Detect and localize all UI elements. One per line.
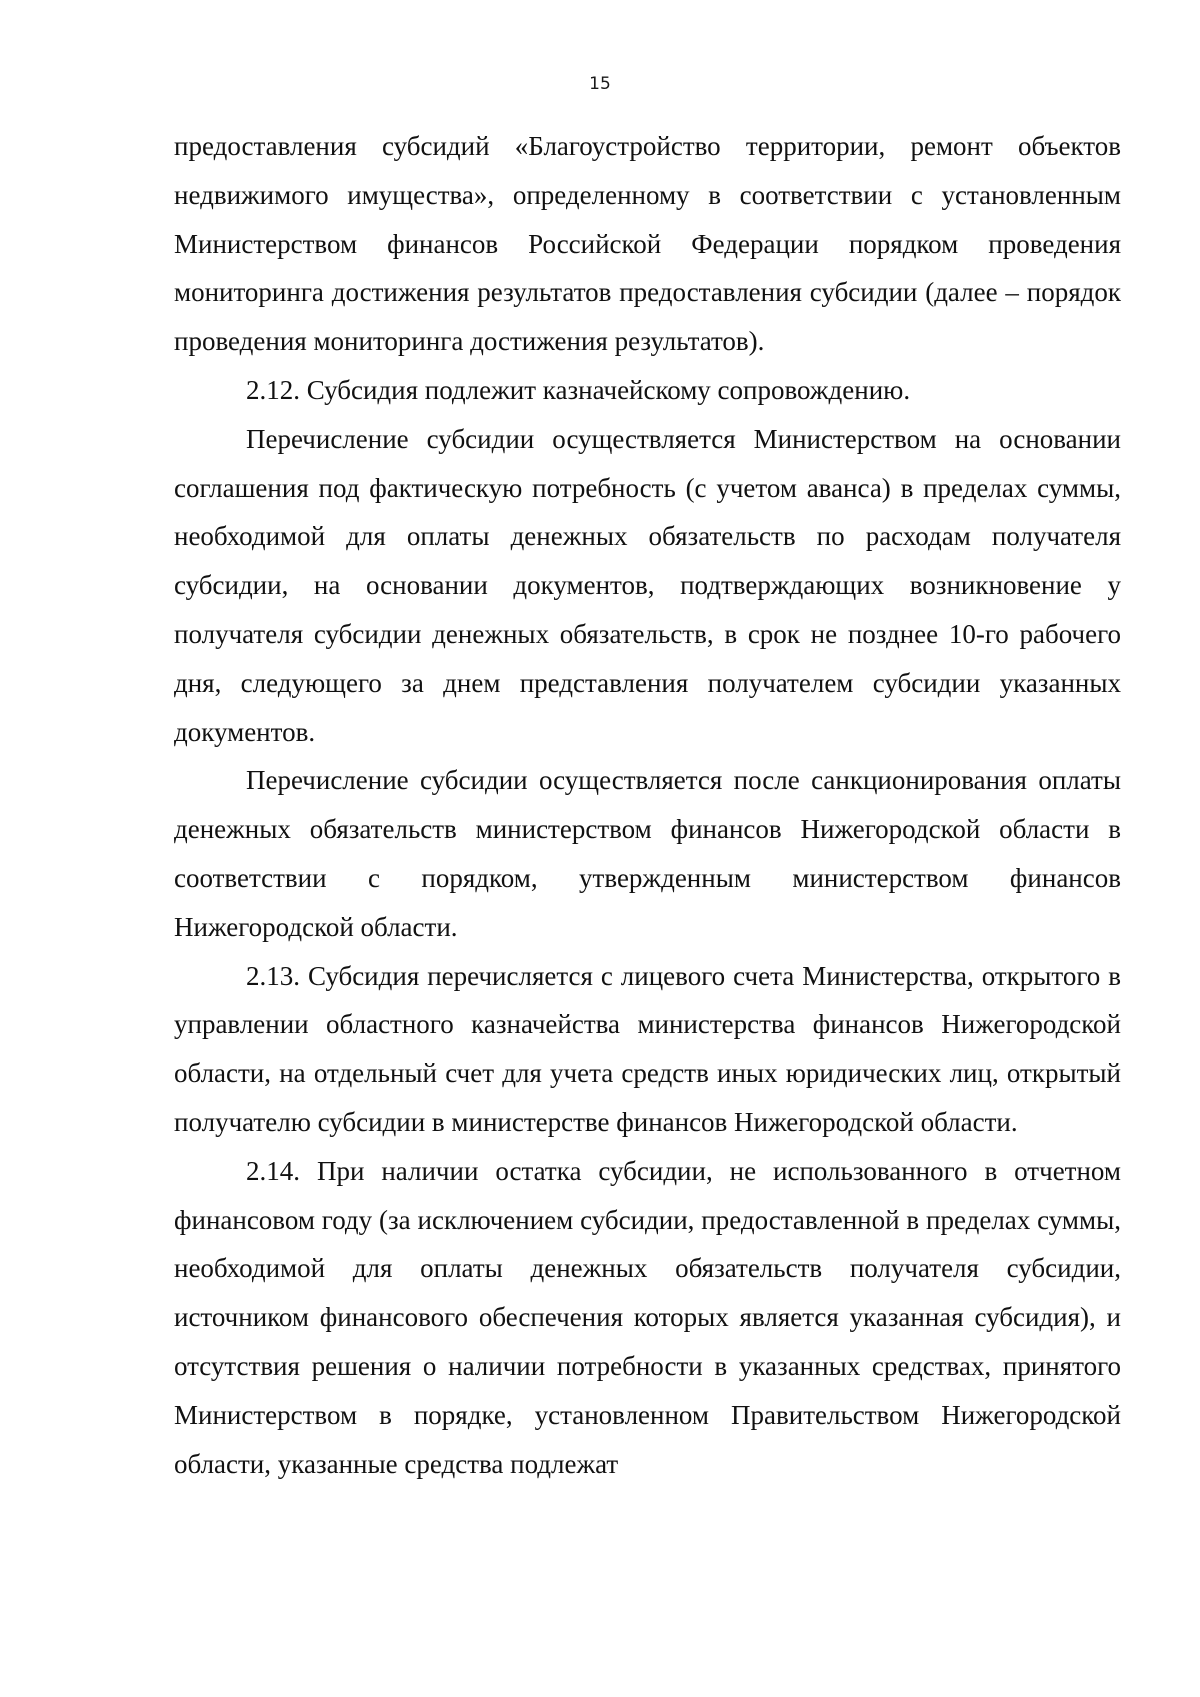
paragraph-2-13: 2.13. Субсидия перечисляется с лицевого счета Министерства, открытого в управлении областного казначейства министерства финансов Нижегородской области, на отдельный счет для учета средств иных юридических лиц, открытый получателю субсидии в министерстве финансов Нижегородской области. [174,960,1121,1137]
paragraph-continuation: предоставления субсидий «Благоустройство территории, ремонт объектов недвижимого имущества», определенному в соответствии с установленным Министерством финансов Российской Федерации порядком проведения мониторинга достижения результатов предоставления субсидии (далее – порядок проведения мониторинга достижения результатов). [174,131,1121,357]
page-number: 15 [589,74,611,94]
paragraph-transfer-sanction: Перечисление субсидии осуществляется после санкционирования оплаты денежных обязательств министерством финансов Нижегородской области в соответствии с порядком, утвержденным министерством финансов Нижегородской области. [174,765,1121,942]
document-body [174,122,1121,1488]
paragraph-2-12: 2.12. Субсидия подлежит казначейскому сопровождению. [246,374,911,405]
paragraph-2-14: 2.14. При наличии остатка субсидии, не использованного в отчетном финансовом году (за исключением субсидии, предоставленной в пределах суммы, необходимой для оплаты денежных обязательств получателя субсидии, источником финансового обеспечения которых является указанная субсидия), и отсутствия решения о наличии потребности в указанных средствах, принятого Министерством в порядке, установленном Правительством Нижегородской области, указанные средства подлежат [174,1155,1121,1479]
paragraph-transfer-basis: Перечисление субсидии осуществляется Министерством на основании соглашения под фактическую потребность (с учетом аванса) в пределах суммы, необходимой для оплаты денежных обязательств по расходам получателя субсидии, на основании документов, подтверждающих возникновение у получателя субсидии денежных обязательств, в срок не позднее 10-го рабочего дня, следующего за днем представления получателем субсидии указанных документов. [174,423,1121,747]
